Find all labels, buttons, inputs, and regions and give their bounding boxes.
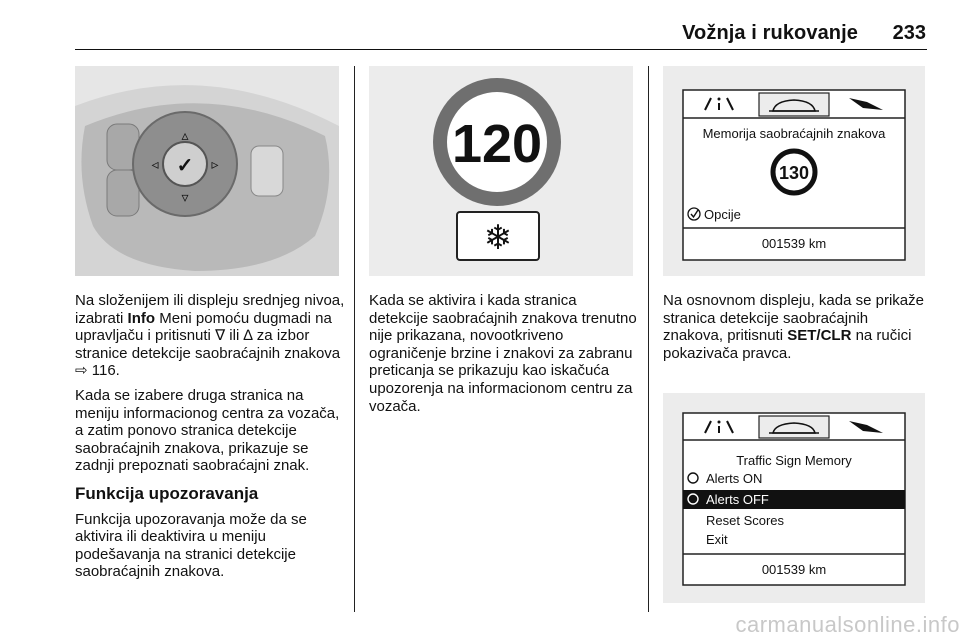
column-3-text <box>663 292 925 369</box>
down-arrow-icon: ▿ <box>181 189 189 205</box>
left-arrow-icon: ◃ <box>151 156 159 172</box>
snow-icon: ❄ <box>483 219 513 257</box>
sign-options-display <box>663 393 925 603</box>
options-display-title: Traffic Sign Memory <box>736 453 852 468</box>
column-2-text <box>369 292 637 422</box>
instruction-paragraph-3: Funkcija upozoravanja može da se aktivira ili deaktivira u meniju podešavanja na stranici detekcije saobraćajnih znakova. <box>75 510 307 581</box>
down-button-symbol-icon: ∇ <box>215 327 226 345</box>
sign-options-display-figure <box>663 393 925 603</box>
memory-sign-value: 130 <box>778 163 810 183</box>
steering-controls-illustration <box>75 66 339 276</box>
text-run: za izbor stranice detekcije saobraćajnih znakova <box>75 327 341 362</box>
speed-sign-illustration <box>369 66 633 276</box>
set-clr-button-label: SET/CLR <box>787 327 852 345</box>
page-number: 233 <box>892 22 926 44</box>
right-arrow-icon: ▹ <box>211 156 219 172</box>
text-run: ili <box>225 327 244 345</box>
running-header-title: Vožnja i rukovanje <box>682 22 858 44</box>
page-reference-arrow-icon: ⇨ <box>75 362 88 380</box>
options-odometer: 001539 km <box>761 562 827 577</box>
options-label: Opcije <box>704 207 741 222</box>
steering-controls-figure <box>75 66 339 276</box>
memory-odometer: 001539 km <box>761 236 827 251</box>
option-exit: Exit <box>706 532 728 547</box>
option-alerts-on: Alerts ON <box>706 471 763 486</box>
text-run: Meni pomoću dugmadi na upravljaču i pritisnuti <box>75 309 332 345</box>
text-run: na ručici pokazivača pravca. <box>663 327 912 362</box>
page-reference: 116. <box>87 362 120 380</box>
up-arrow-icon: ▵ <box>181 127 189 143</box>
header-rule <box>75 49 927 50</box>
instruction-paragraph-1 <box>75 292 345 380</box>
column-divider-1 <box>354 66 355 612</box>
popup-warning-paragraph: Kada se aktivira i kada stranica detekcije saobraćajnih znakova trenutno nije prikazana, novootkriveno ograničenje brzine i znakovi za zabranu preticanja se prikazuju kao iskačuća upozorenja na informacionom centru za vozača. <box>369 292 637 415</box>
text-run: Na osnovnom displeju, kada se prikaže stranica detekcije saobraćajnih znakova, pritisnuti <box>663 292 924 345</box>
car-tab-icon <box>759 416 829 438</box>
info-menu-label: Info <box>127 309 156 327</box>
speed-limit-value: 120 <box>451 114 543 174</box>
memory-display-title: Memorija saobraćajnih znakova <box>702 126 886 141</box>
car-tab-icon <box>759 93 829 116</box>
watermark: carmanualsonline.info <box>735 612 960 637</box>
confirm-check-icon: ✓ <box>176 155 194 177</box>
set-clr-paragraph <box>663 292 925 362</box>
up-button-symbol-icon: ∆ <box>243 327 253 345</box>
text-run: Na složenijem ili displeju srednjeg nivoa, izabrati <box>75 292 345 327</box>
instruction-paragraph-2: Kada se izabere druga stranica na meniju informacionog centra za vozača, a zatim ponovo stranica detekcije saobraćajnih znakova, prikazuje se zadnji prepoznati saobraćajni znak. <box>75 386 340 475</box>
option-reset-scores: Reset Scores <box>706 513 785 528</box>
speed-sign-figure <box>369 66 633 276</box>
column-divider-2 <box>648 66 649 612</box>
option-alerts-off: Alerts OFF <box>706 492 769 507</box>
sign-memory-display <box>663 66 925 276</box>
sign-memory-display-figure <box>663 66 925 276</box>
section-heading-warning-function: Funkcija upozoravanja <box>75 483 259 503</box>
column-1-text <box>75 292 345 588</box>
